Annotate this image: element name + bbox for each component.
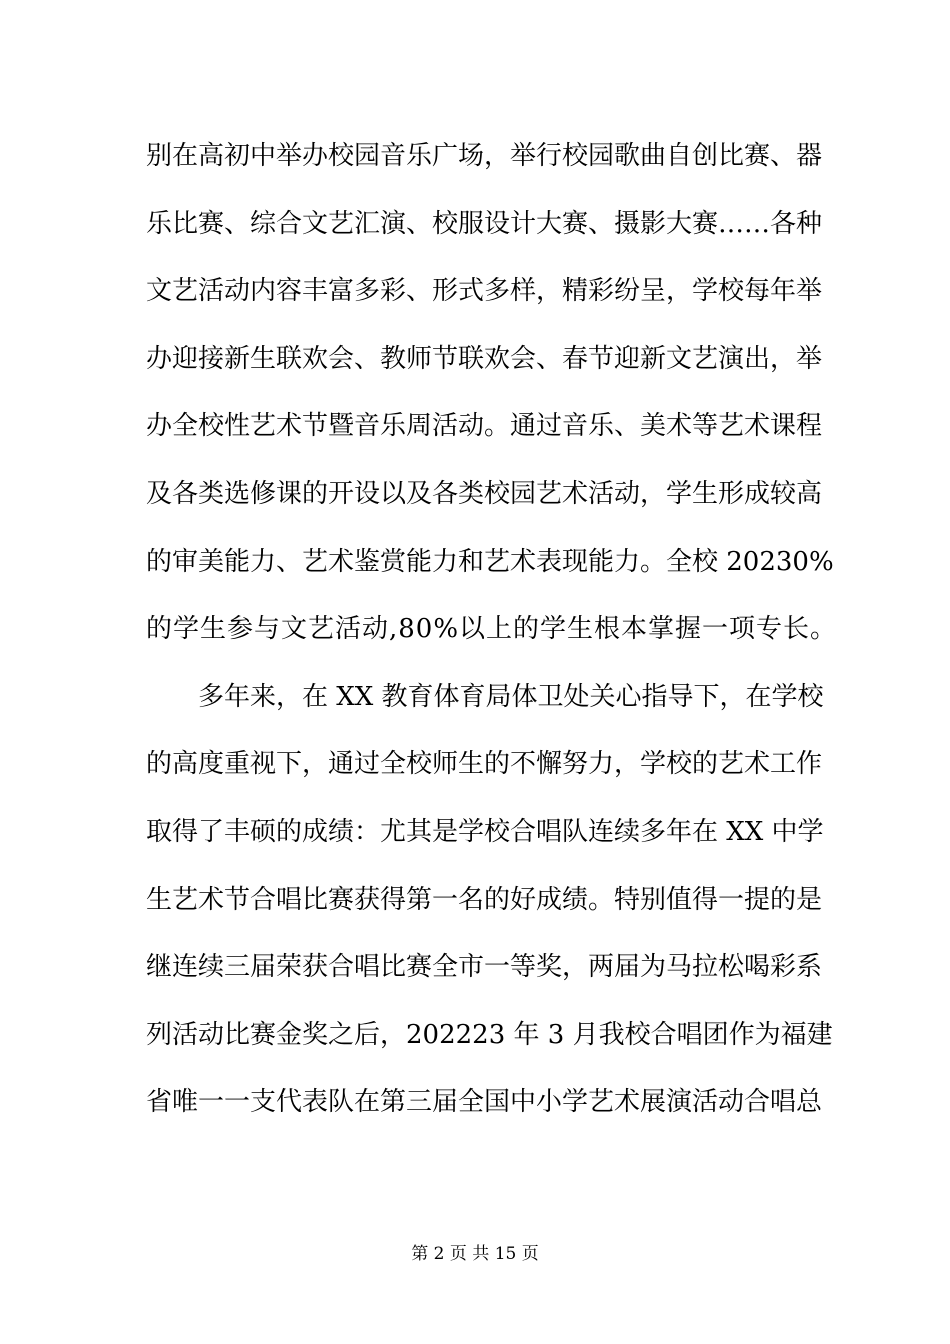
- text-line-4: 办迎接新生联欢会、教师节联欢会、春节迎新文艺演出，举: [146, 344, 823, 374]
- text-line-2: 乐比赛、综合文艺汇演、校服设计大赛、摄影大赛……各种: [146, 209, 823, 239]
- text-line-13: 继连续三届荣获合唱比赛全市一等奖，两届为马拉松喝彩系: [146, 952, 823, 982]
- text-line-6: 及各类选修课的开设以及各类校园艺术活动，学生形成较高: [146, 479, 823, 509]
- text-line-10: 的高度重视下，通过全校师生的不懈努力，学校的艺术工作: [146, 749, 823, 779]
- page-footer: 第 2 页 共 15 页: [411, 1244, 539, 1264]
- text-line-9: 多年来，在 XX 教育体育局体卫处关心指导下，在学校: [198, 682, 824, 712]
- text-line-11: 取得了丰硕的成绩：尤其是学校合唱队连续多年在 XX 中学: [146, 817, 824, 847]
- text-line-7: 的审美能力、艺术鉴赏能力和艺术表现能力。全校 20230%: [146, 547, 834, 577]
- text-line-8: 的学生参与文艺活动,80%以上的学生根本掌握一项专长。: [146, 614, 838, 644]
- text-line-15: 省唯一一支代表队在第三届全国中小学艺术展演活动合唱总: [146, 1087, 823, 1117]
- text-line-14: 列活动比赛金奖之后，202223 年 3 月我校合唱团作为福建: [146, 1020, 833, 1050]
- text-line-5: 办全校性艺术节暨音乐周活动。通过音乐、美术等艺术课程: [146, 411, 823, 441]
- text-line-1: 别在高初中举办校园音乐广场，举行校园歌曲自创比赛、器: [146, 141, 823, 171]
- text-line-12: 生艺术节合唱比赛获得第一名的好成绩。特别值得一提的是: [146, 885, 823, 915]
- text-line-3: 文艺活动内容丰富多彩、形式多样，精彩纷呈，学校每年举: [146, 276, 823, 306]
